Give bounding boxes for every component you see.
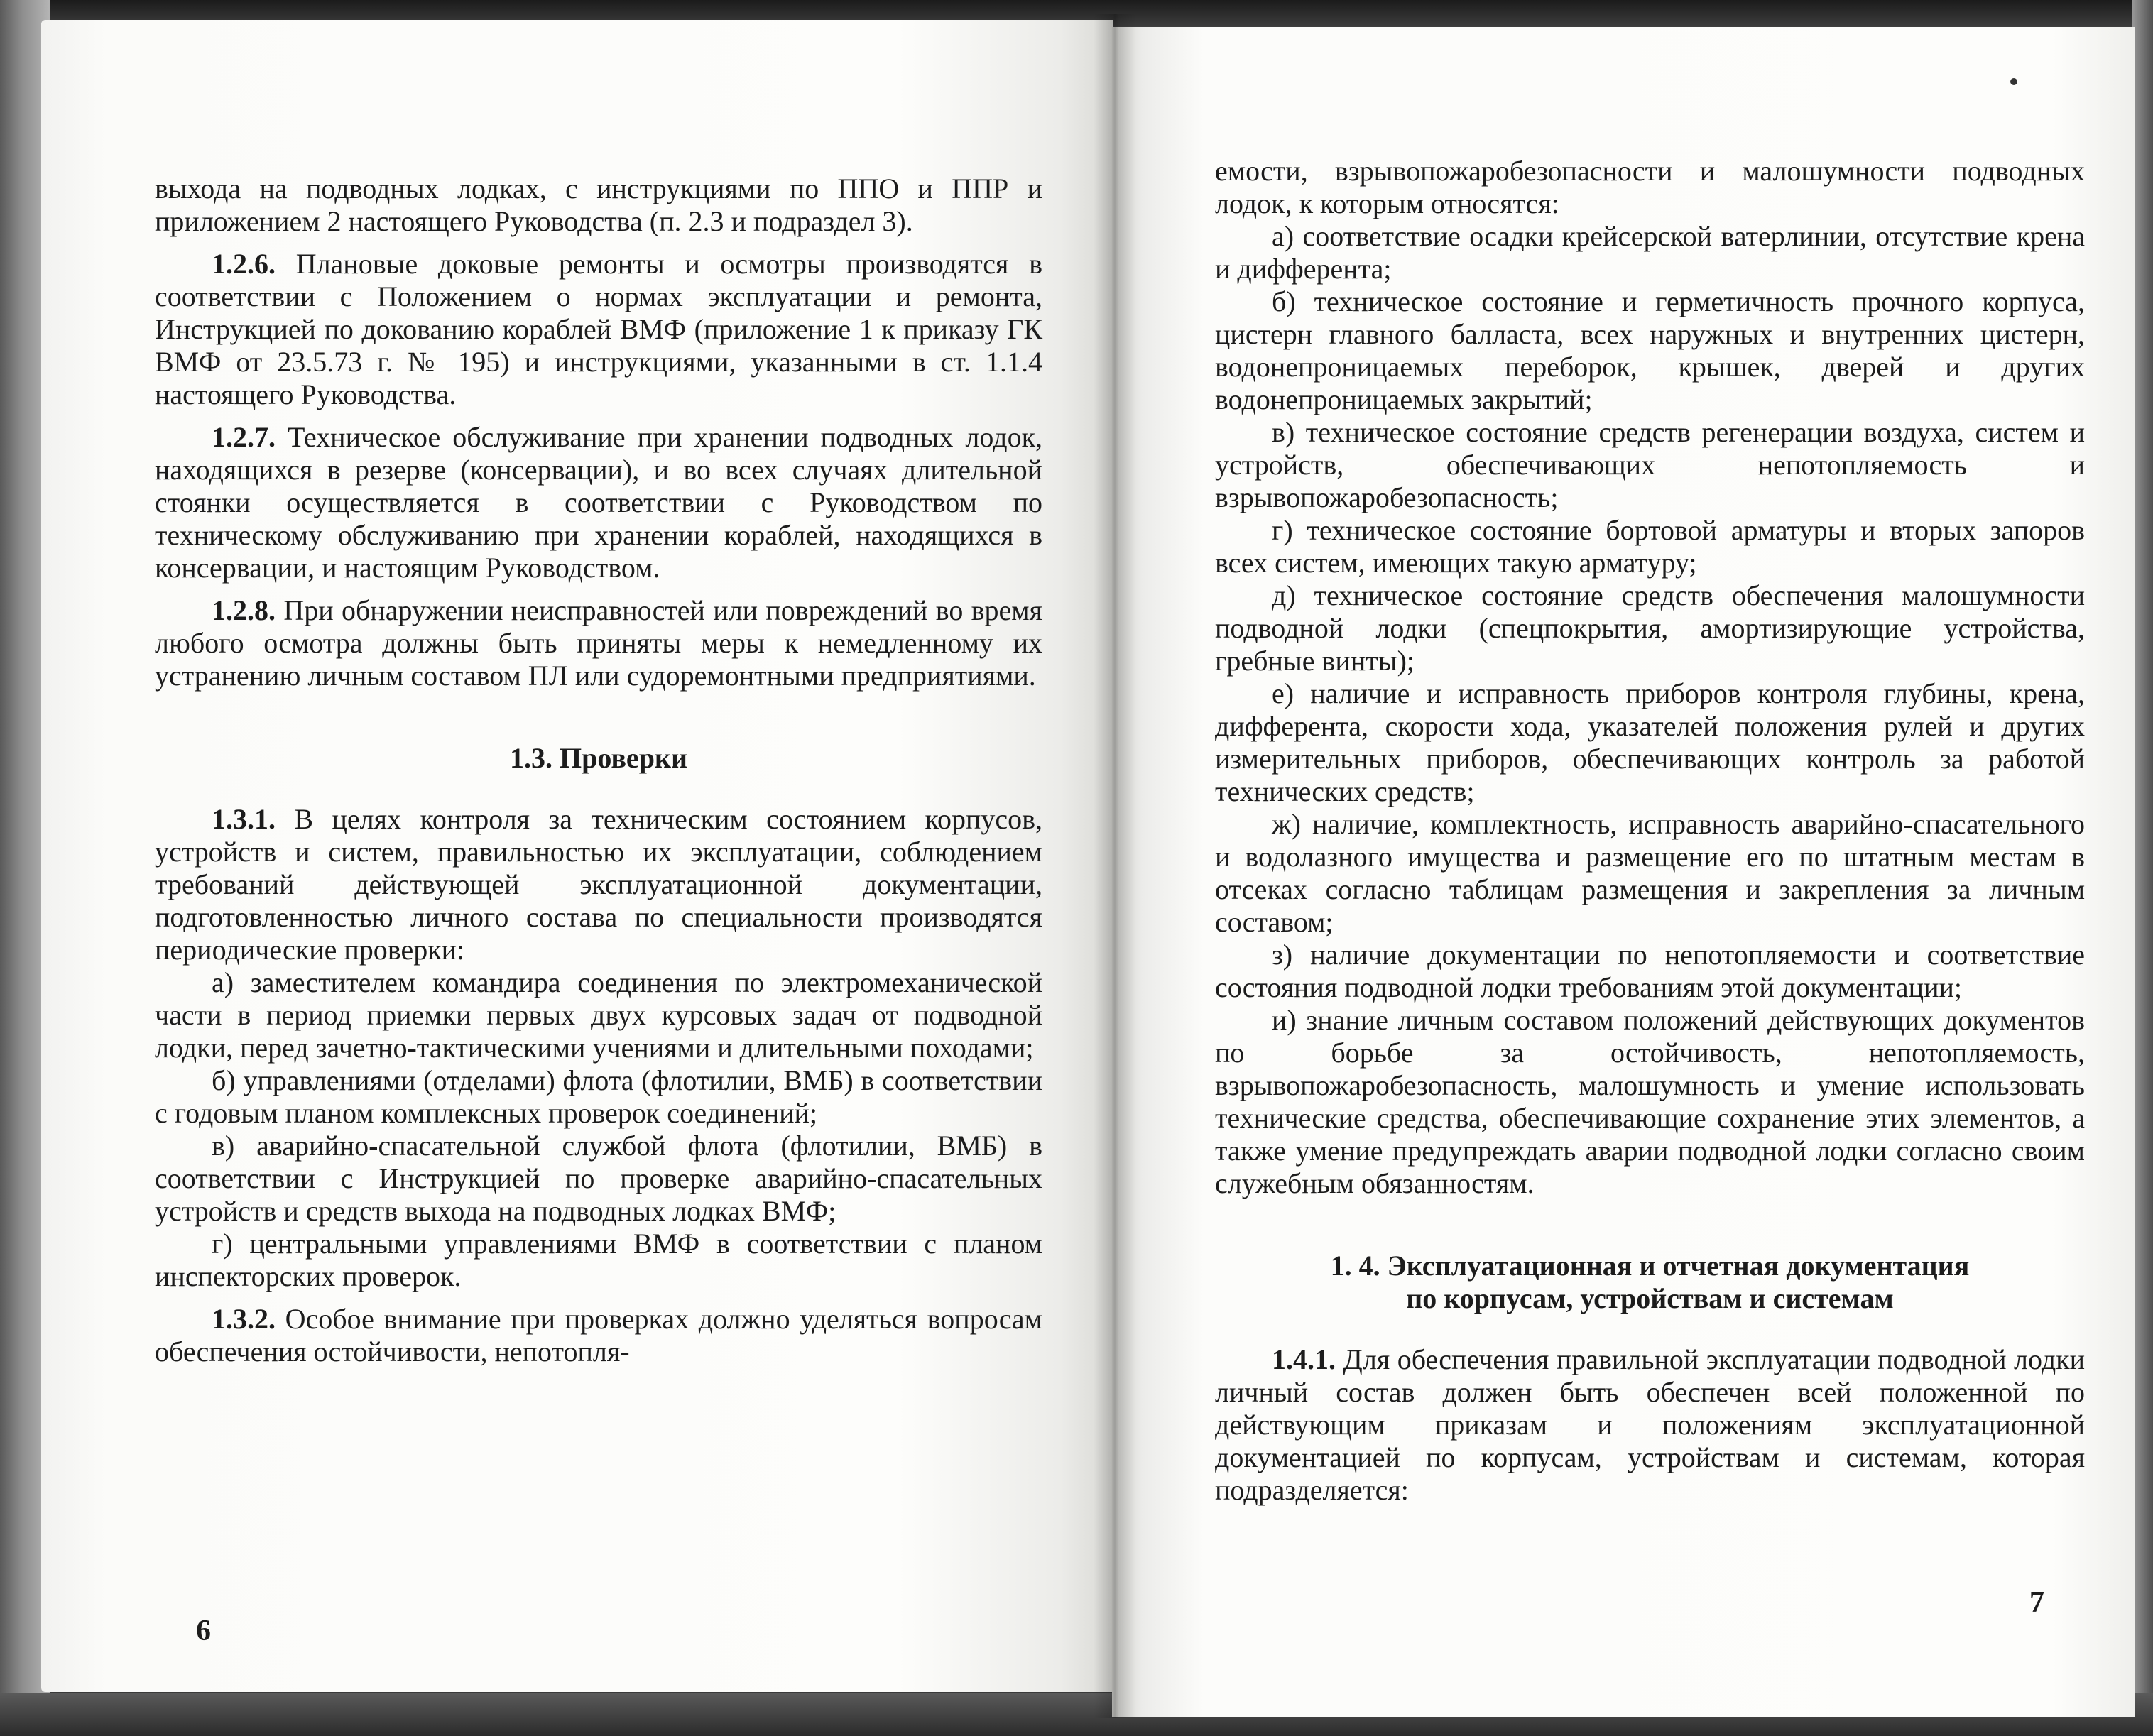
list-item-e: е) наличие и исправность приборов контроля глубины, крена, дифферента, скорости хода, указателей положения рулей и других измерительных приборов, обеспечивающих контроль за работой технических средств; (1215, 677, 2085, 807)
list-item-v: в) техническое состояние средств регенерации воздуха, систем и устройств, обеспечивающих непотопляемость и взрывопожаробезопасность; (1215, 416, 2085, 513)
page-number-left: 6 (196, 1615, 211, 1647)
list-item-i: и) знание личным составом положений действующих документов по борьбе за остойчивость, непотопляемость, взрывопожаробезопасность, малошумность и умение использовать технические средства, обеспечивающие сохранение этих элементов, а также умение предупреждать аварии подводной лодки согласно своим служебным обязанностям. (1215, 1004, 2085, 1199)
paragraph-1-2-7 (155, 421, 1042, 584)
right-page-text (1215, 155, 2085, 1507)
cover-right-edge (2132, 0, 2153, 1736)
list-item-b: б) управлениями (отделами) флота (флотилии, ВМБ) в соответствии с годовым планом комплексных проверок соединений; (155, 1064, 1042, 1129)
heading-line-2: по корпусам, устройствам и системам (1406, 1282, 1894, 1314)
clause-number: 1.3.1. (212, 803, 276, 835)
page-number-right: 7 (2029, 1586, 2044, 1619)
clause-number: 1.2.7. (212, 421, 276, 453)
paragraph-1-3-1 (155, 803, 1042, 966)
list-item-z: з) наличие документации по непотопляемости и соответствие состояния подводной лодки требованиям этой документации; (1215, 939, 2085, 1003)
clause-text: При обнаружении неисправностей или повреждений во время любого осмотра должны быть приняты меры к немедленному их устранению личным составом ПЛ или судоремонтными предприятиями. (155, 594, 1042, 692)
clause-number: 1.4.1. (1272, 1343, 1336, 1375)
list-item-b: б) техническое состояние и герметичность прочного корпуса, цистерн главного балласта, всех наружных и внутренних цистерн, водонепроницаемых переборок, крышек, дверей и других водонепроницаемых закрытий; (1215, 285, 2085, 415)
paragraph-continuation: емости, взрывопожаробезопасности и малошумности подводных лодок, к которым относятся: (1215, 155, 2085, 219)
print-speck (2010, 78, 2017, 85)
paragraph-continuation: выхода на подводных лодках, с инструкциями по ППО и ППР и приложением 2 настоящего Руководства (п. 2.3 и подраздел 3). (155, 173, 1042, 237)
clause-text: Техническое обслуживание при хранении подводных лодок, находящихся в резерве (консервации), и во всех случаях длительной стоянки осуществляется в соответствии с Руководством по техническому обслуживанию при хранении кораблей, находящихся в консервации, и настоящим Руководством. (155, 421, 1042, 584)
list-item-d: д) техническое состояние средств обеспечения малошумности подводной лодки (спецпокрытия, амортизирующие устройства, гребные винты); (1215, 579, 2085, 677)
book-gutter-shadow (1094, 14, 1136, 1718)
clause-number: 1.3.2. (212, 1303, 276, 1335)
list-item-g: г) центральными управлениями ВМФ в соответствии с планом инспекторских проверок. (155, 1228, 1042, 1292)
clause-text: Особое внимание при проверках должно уделяться вопросам обеспечения остойчивости, непотопля- (155, 1303, 1042, 1367)
heading-line-1: 1. 4. Эксплуатационная и отчетная документация (1330, 1250, 1970, 1282)
list-item-a: а) соответствие осадки крейсерской ватерлинии, отсутствие крена и дифферента; (1215, 220, 2085, 285)
left-page-text (155, 173, 1042, 1368)
clause-text: Для обеспечения правильной эксплуатации подводной лодки личный состав должен быть обеспечен всей положенной по действующим приказам и положениям эксплуатационной документацией по корпусам, устройствам и системам, которая подразделяется: (1215, 1343, 2086, 1506)
list-item-g: г) техническое состояние бортовой арматуры и вторых запоров всех систем, имеющих такую арматуру; (1215, 514, 2085, 579)
clause-text: Плановые доковые ремонты и осмотры производятся в соответствии с Положением о нормах эксплуатации и ремонта, Инструкцией по докованию кораблей ВМФ (приложение 1 к приказу ГК ВМФ от 23.5.73 г. № 195) и инструкциями, указанными в ст. 1.1.4 настоящего Руководства. (155, 248, 1042, 410)
clause-number: 1.2.6. (212, 248, 276, 280)
paragraph-1-2-8 (155, 594, 1042, 692)
clause-number: 1.2.8. (212, 594, 276, 626)
right-page (1112, 27, 2135, 1717)
section-heading-1-4 (1215, 1250, 2085, 1315)
list-item-zh: ж) наличие, комплектность, исправность аварийно-спасательного и водолазного имущества и размещение его по штатным местам в отсеках согласно таблицам размещения и закрепления за личным составом; (1215, 808, 2085, 938)
paragraph-1-3-2 (155, 1303, 1042, 1368)
left-page (41, 20, 1113, 1692)
list-item-a: а) заместителем командира соединения по электромеханической части в период приемки первых двух курсовых задач от подводной лодки, перед зачетно-тактическими учениями и длительными походами; (155, 966, 1042, 1064)
clause-text: В целях контроля за техническим состоянием корпусов, устройств и систем, правильностью их эксплуатации, соблюдением требований действующей эксплуатационной документации, подготовленностью личного состава по специальности производятся периодические проверки: (155, 803, 1043, 966)
paragraph-1-4-1 (1215, 1343, 2085, 1507)
list-item-v: в) аварийно-спасательной службой флота (флотилии, ВМБ) в соответствии с Инструкцией по проверке аварийно-спасательных устройств и средств выхода на подводных лодках ВМФ; (155, 1130, 1042, 1227)
paragraph-1-2-6 (155, 248, 1042, 411)
section-heading-1-3: 1.3. Проверки (509, 742, 688, 774)
